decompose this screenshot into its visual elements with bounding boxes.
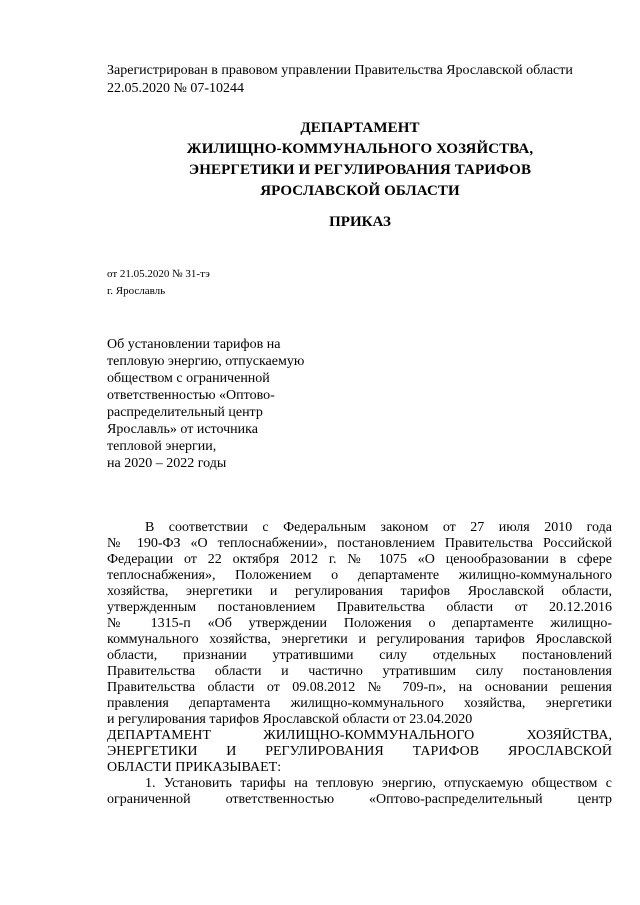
registration-line-1: Зарегистрирован в правовом управлении Правительства Ярославской области bbox=[107, 63, 573, 78]
decree-line: ЭНЕРГЕТИКИ И РЕГУЛИРОВАНИЯ ТАРИФОВ ЯРОСЛАВСКОЙ bbox=[107, 744, 612, 759]
preamble-line: утвержденным постановлением Правительства области от 20.12.2016 bbox=[107, 600, 612, 615]
preamble-line: Федерации от 22 октября 2012 г. № 1075 «О ценообразовании в сфере bbox=[107, 552, 612, 567]
subject-line: тепловой энергии, bbox=[107, 439, 217, 454]
subject-line: обществом с ограниченной bbox=[107, 371, 270, 386]
department-heading-line-4: ЯРОСЛАВСКОЙ ОБЛАСТИ bbox=[260, 183, 460, 199]
order-number-date: от 21.05.2020 № 31-тэ bbox=[107, 268, 210, 280]
subject-line: Ярославль» от источника bbox=[107, 422, 258, 437]
preamble-line: № 1315-п «Об утверждении Положения о департаменте жилищно- bbox=[107, 616, 612, 631]
preamble-line: коммунального хозяйства, энергетики и регулирования тарифов Ярославской bbox=[107, 632, 612, 647]
preamble-line: правления департамента жилищно-коммунального хозяйства, энергетики bbox=[107, 696, 612, 711]
subject-line: распределительный центр bbox=[107, 405, 263, 420]
preamble-line: хозяйства, энергетики и регулирования тарифов Ярославской области, bbox=[107, 584, 612, 599]
preamble-line: В соответствии с Федеральным законом от 27 июля 2010 года bbox=[145, 520, 612, 535]
registration-line-2: 22.05.2020 № 07-10244 bbox=[107, 81, 245, 96]
subject-line: ответственностью «Оптово- bbox=[107, 388, 275, 403]
preamble-line: Правительства области от 09.08.2012 № 709-п», на основании решения bbox=[107, 680, 612, 695]
order-city: г. Ярославль bbox=[107, 285, 166, 297]
order-title: ПРИКАЗ bbox=[329, 214, 391, 230]
decree-line: ОБЛАСТИ ПРИКАЗЫВАЕТ: bbox=[107, 760, 282, 775]
subject-line: Об установлении тарифов на bbox=[107, 337, 281, 352]
subject-line: тепловую энергию, отпускаемую bbox=[107, 354, 305, 369]
department-heading-line-1: ДЕПАРТАМЕНТ bbox=[300, 120, 420, 136]
department-heading-line-2: ЖИЛИЩНО-КОММУНАЛЬНОГО ХОЗЯЙСТВА, bbox=[186, 141, 534, 157]
preamble-line: теплоснабжения», Положением о департаменте жилищно-коммунального bbox=[107, 568, 612, 583]
preamble-line: № 190-ФЗ «О теплоснабжении», постановлением Правительства Российской bbox=[107, 536, 612, 551]
item-1-line: 1. Установить тарифы на тепловую энергию, отпускаемую обществом с bbox=[145, 776, 612, 791]
preamble-line: и регулирования тарифов Ярославской области от 23.04.2020 bbox=[107, 712, 473, 727]
subject-line: на 2020 – 2022 годы bbox=[107, 456, 227, 471]
decree-line: ДЕПАРТАМЕНТ ЖИЛИЩНО-КОММУНАЛЬНОГО ХОЗЯЙСТВА, bbox=[107, 728, 612, 743]
item-1-line: ограниченной ответственностью «Оптово-распределительный центр bbox=[107, 792, 612, 807]
department-heading-line-3: ЭНЕРГЕТИКИ И РЕГУЛИРОВАНИЯ ТАРИФОВ bbox=[188, 162, 532, 178]
preamble-line: области, признании утратившими силу отдельных постановлений bbox=[107, 648, 612, 663]
preamble-line: Правительства области и частично утратившим силу постановления bbox=[107, 664, 612, 679]
